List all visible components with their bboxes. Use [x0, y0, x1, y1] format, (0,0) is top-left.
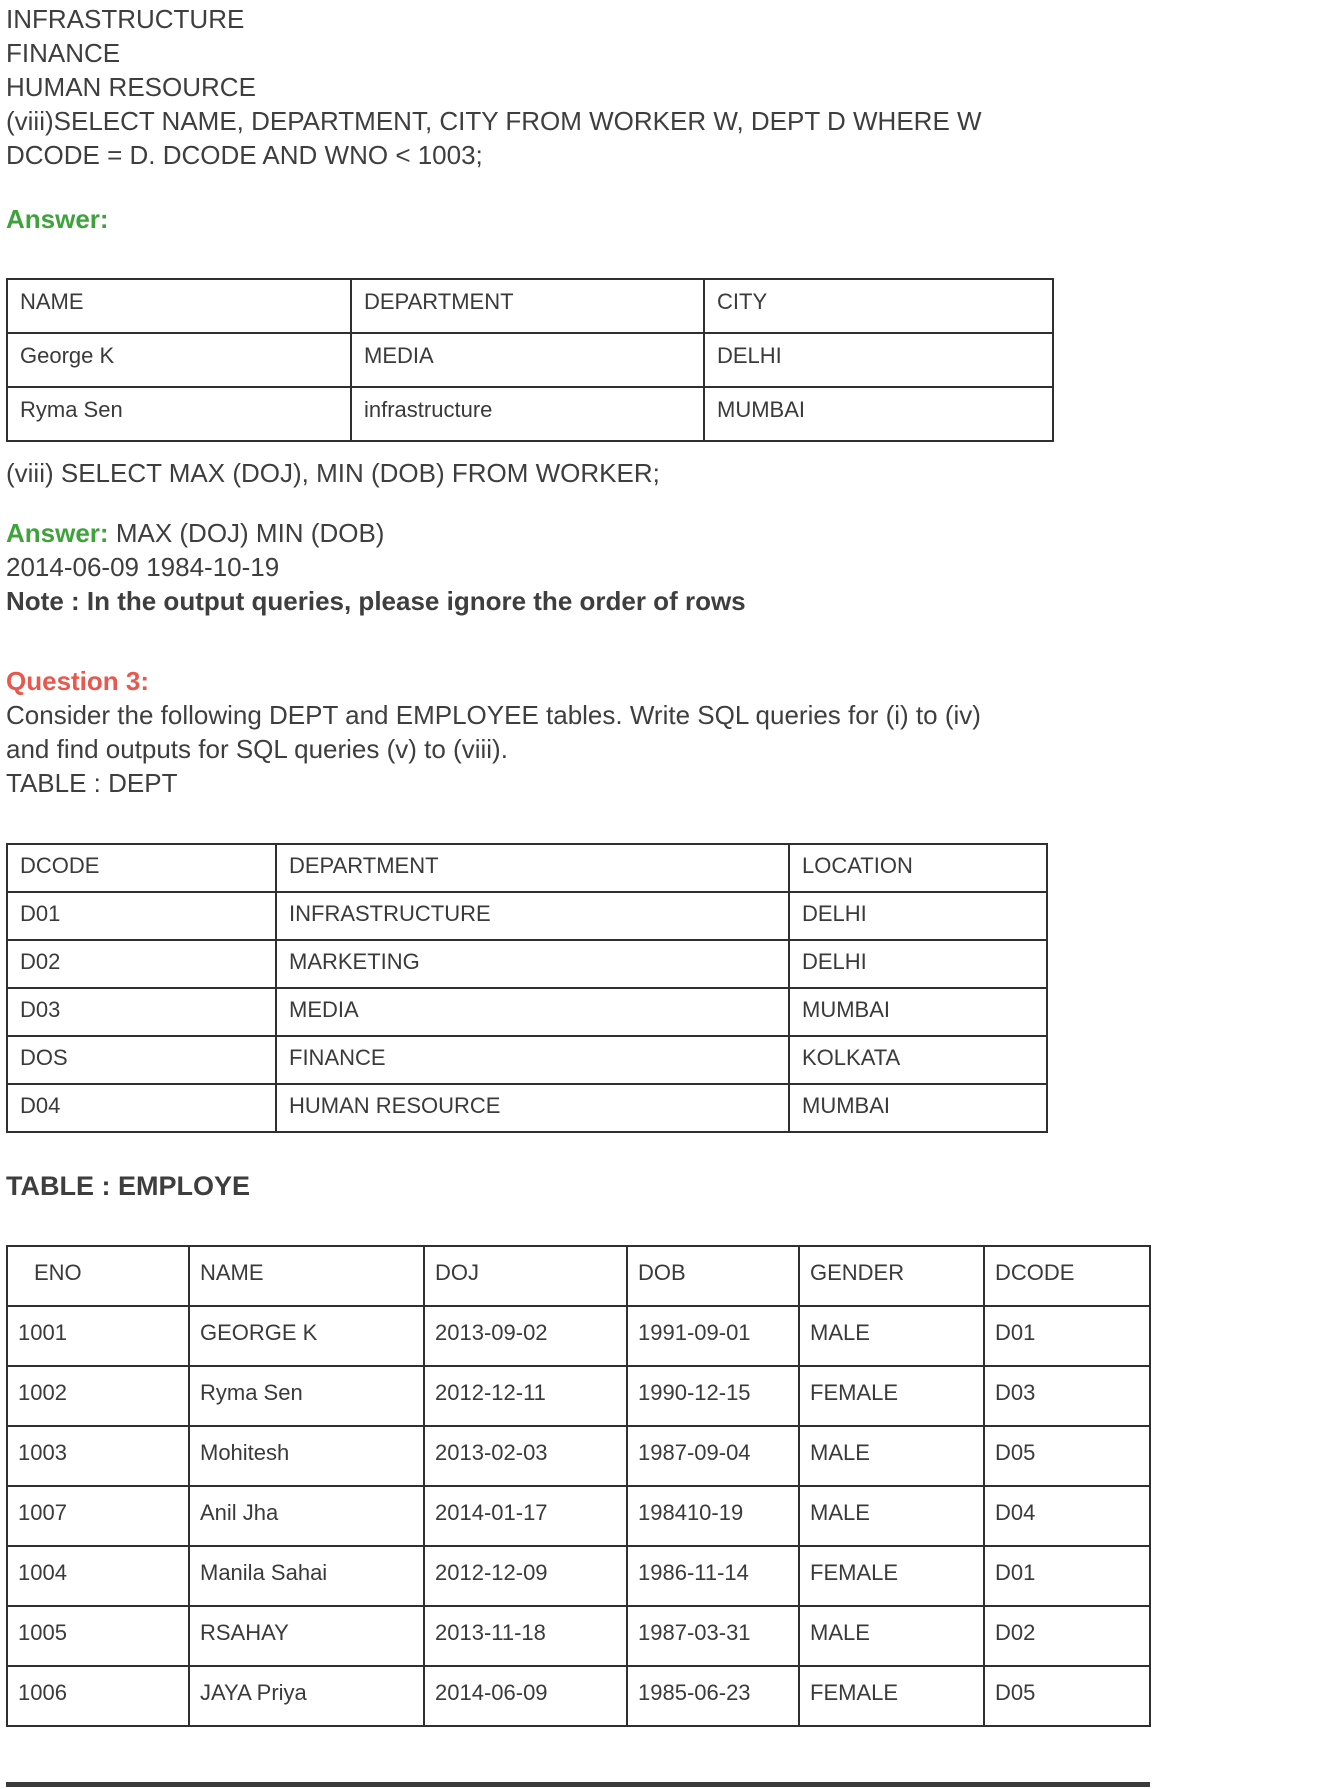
table-cell: DELHI — [789, 892, 1047, 940]
table-cell: Ryma Sen — [7, 387, 351, 441]
employee-table-title: TABLE : EMPLOYE — [6, 1171, 251, 1201]
column-header: DOJ — [424, 1246, 627, 1306]
table-cell: FINANCE — [276, 1036, 789, 1084]
column-header: DCODE — [7, 844, 276, 892]
table-cell: 1985-06-23 — [627, 1666, 799, 1726]
table-cell: D02 — [984, 1606, 1150, 1666]
column-header: NAME — [7, 279, 351, 333]
table-cell: MUMBAI — [789, 1084, 1047, 1132]
table-cell: D02 — [7, 940, 276, 988]
table-cell: DELHI — [789, 940, 1047, 988]
sql-query-join-line-2: DCODE = D. DCODE AND WNO < 1003; — [6, 140, 483, 170]
column-header: DCODE — [984, 1246, 1150, 1306]
table-cell: MALE — [799, 1426, 984, 1486]
table-cell: D05 — [984, 1666, 1150, 1726]
table-cell: 2014-06-09 — [424, 1666, 627, 1726]
table-cell: 1004 — [7, 1546, 189, 1606]
answer2-values: 2014-06-09 1984-10-19 — [6, 552, 280, 582]
table-cell: D03 — [984, 1366, 1150, 1426]
table-cell: 2014-01-17 — [424, 1486, 627, 1546]
table-cell: 1990-12-15 — [627, 1366, 799, 1426]
dept-table-title: TABLE : DEPT — [6, 768, 178, 798]
table-cell: D05 — [984, 1426, 1150, 1486]
table-cell: 2013-11-18 — [424, 1606, 627, 1666]
column-header: DEPARTMENT — [276, 844, 789, 892]
table-cell: FEMALE — [799, 1366, 984, 1426]
table-cell: infrastructure — [351, 387, 704, 441]
table-cell: JAYA Priya — [189, 1666, 424, 1726]
table-row — [7, 387, 1053, 441]
table-row — [7, 1426, 1150, 1486]
table-cell: 1987-03-31 — [627, 1606, 799, 1666]
table-row — [7, 1366, 1150, 1426]
table-cell: 1001 — [7, 1306, 189, 1366]
column-header: GENDER — [799, 1246, 984, 1306]
table-cell: Anil Jha — [189, 1486, 424, 1546]
table-cell: MALE — [799, 1306, 984, 1366]
table-header-row — [7, 844, 1047, 892]
table-cell: FEMALE — [799, 1546, 984, 1606]
question3-text-line-2: and find outputs for SQL queries (v) to (viii). — [6, 734, 508, 764]
table-cell: 198410-19 — [627, 1486, 799, 1546]
table-cell: RSAHAY — [189, 1606, 424, 1666]
table-row — [7, 892, 1047, 940]
table-cell: MUMBAI — [704, 387, 1053, 441]
table-cell: MALE — [799, 1606, 984, 1666]
table-cell: Ryma Sen — [189, 1366, 424, 1426]
table-row — [7, 940, 1047, 988]
column-header: DOB — [627, 1246, 799, 1306]
page-bottom-cut-line — [6, 1782, 1150, 1787]
table-cell: 2012-12-09 — [424, 1546, 627, 1606]
table-cell: 2012-12-11 — [424, 1366, 627, 1426]
table-row — [7, 1084, 1047, 1132]
table-cell: MEDIA — [351, 333, 704, 387]
column-header: CITY — [704, 279, 1053, 333]
column-header: DEPARTMENT — [351, 279, 704, 333]
intro-line-human-resource: HUMAN RESOURCE — [6, 72, 256, 102]
table-cell: 1987-09-04 — [627, 1426, 799, 1486]
table-cell: INFRASTRUCTURE — [276, 892, 789, 940]
table-cell: 1986-11-14 — [627, 1546, 799, 1606]
table-row — [7, 1666, 1150, 1726]
table-cell: HUMAN RESOURCE — [276, 1084, 789, 1132]
column-header: LOCATION — [789, 844, 1047, 892]
table-row — [7, 1486, 1150, 1546]
table-cell: Manila Sahai — [189, 1546, 424, 1606]
answer-label: Answer: — [6, 204, 109, 234]
table-cell: DOS — [7, 1036, 276, 1084]
table-cell: George K — [7, 333, 351, 387]
sql-query-join-line-1: (viii)SELECT NAME, DEPARTMENT, CITY FROM WORKER W, DEPT D WHERE W — [6, 106, 982, 136]
table-cell: MUMBAI — [789, 988, 1047, 1036]
table-cell: D01 — [984, 1306, 1150, 1366]
sql-query-maxmin: (viii) SELECT MAX (DOJ), MIN (DOB) FROM WORKER; — [6, 458, 660, 488]
table-cell: Mohitesh — [189, 1426, 424, 1486]
column-header: ENO — [7, 1246, 189, 1306]
employee-table — [6, 1245, 1151, 1727]
column-header: NAME — [189, 1246, 424, 1306]
question3-text-line-1: Consider the following DEPT and EMPLOYEE tables. Write SQL queries for (i) to (iv) — [6, 700, 981, 730]
intro-line-infrastructure: INFRASTRUCTURE — [6, 4, 245, 34]
table-row — [7, 988, 1047, 1036]
table-row — [7, 333, 1053, 387]
table-cell: GEORGE K — [189, 1306, 424, 1366]
table-row — [7, 1306, 1150, 1366]
table-cell: D01 — [984, 1546, 1150, 1606]
answer-label: Answer: — [6, 518, 109, 548]
table-cell: 1003 — [7, 1426, 189, 1486]
answer2-line — [6, 516, 1323, 550]
table-body — [7, 892, 1047, 1132]
table-cell: KOLKATA — [789, 1036, 1047, 1084]
table-cell: MALE — [799, 1486, 984, 1546]
table-cell: D04 — [7, 1084, 276, 1132]
table-header-row — [7, 279, 1053, 333]
answer2-text: MAX (DOJ) MIN (DOB) — [115, 518, 385, 548]
table-cell: FEMALE — [799, 1666, 984, 1726]
table-cell: 1991-09-01 — [627, 1306, 799, 1366]
table-row — [7, 1606, 1150, 1666]
question3-label: Question 3: — [6, 666, 150, 696]
dept-table — [6, 843, 1048, 1133]
table-cell: MARKETING — [276, 940, 789, 988]
table-cell: 1007 — [7, 1486, 189, 1546]
table-cell: 1006 — [7, 1666, 189, 1726]
table-row — [7, 1036, 1047, 1084]
query-result-table — [6, 278, 1054, 442]
table-cell: MEDIA — [276, 988, 789, 1036]
table-cell: 1005 — [7, 1606, 189, 1666]
table-cell: 2013-02-03 — [424, 1426, 627, 1486]
table-body — [7, 1306, 1150, 1726]
table-cell: D04 — [984, 1486, 1150, 1546]
table-cell: DELHI — [704, 333, 1053, 387]
table-cell: D01 — [7, 892, 276, 940]
table-cell: 2013-09-02 — [424, 1306, 627, 1366]
table-cell: 1002 — [7, 1366, 189, 1426]
table-body — [7, 333, 1053, 441]
table-header-row — [7, 1246, 1150, 1306]
intro-line-finance: FINANCE — [6, 38, 121, 68]
table-cell: D03 — [7, 988, 276, 1036]
note-text: Note : In the output queries, please ignore the order of rows — [6, 586, 746, 616]
table-row — [7, 1546, 1150, 1606]
